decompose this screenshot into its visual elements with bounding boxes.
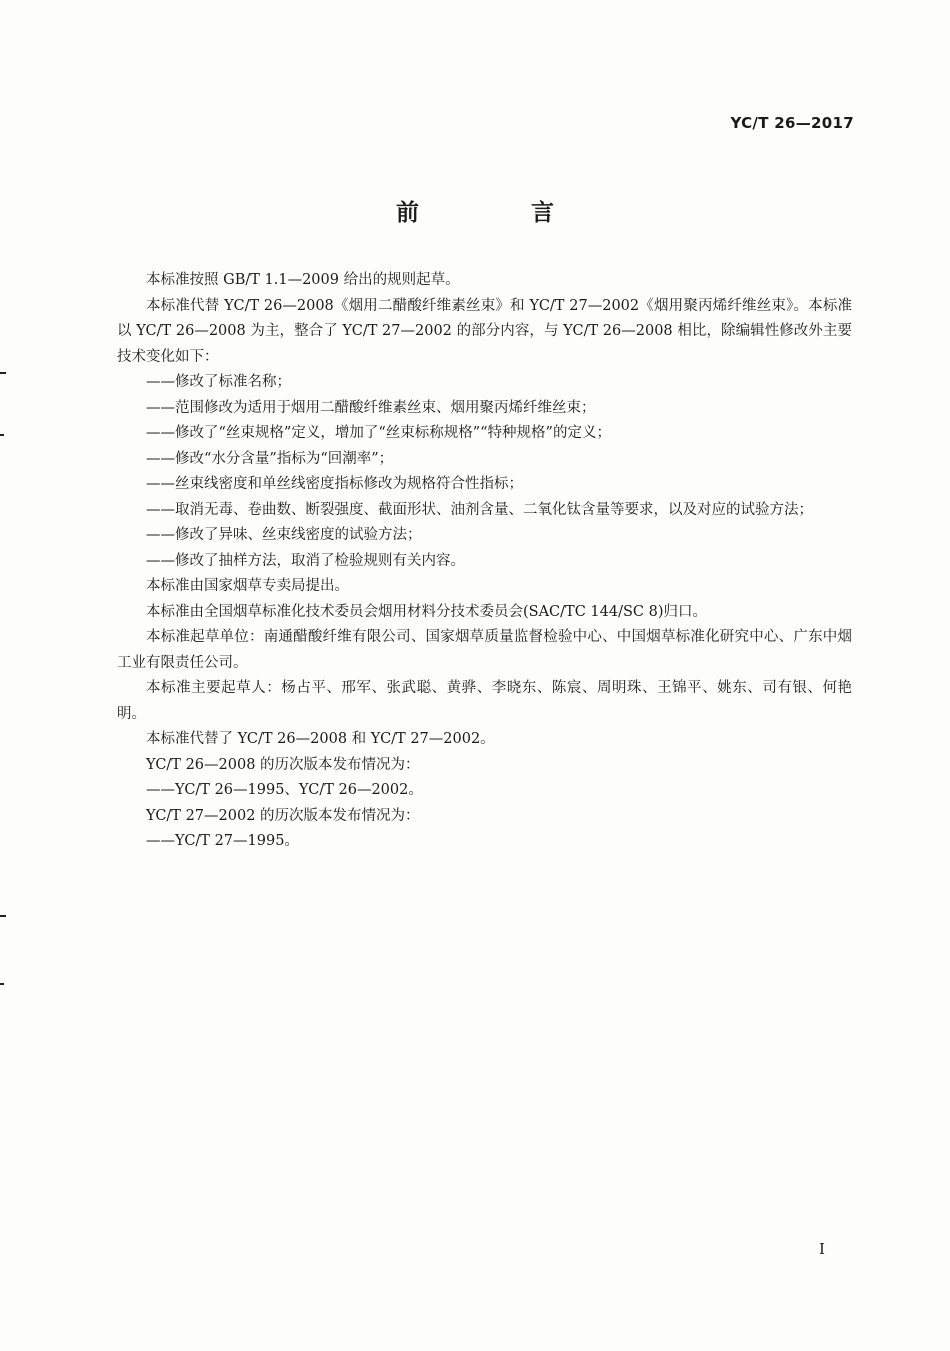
change-list-item: ——范围修改为适用于烟用二醋酸纤维素丝束、烟用聚丙烯纤维丝束； [146,399,596,416]
version-history-item: ——YC/T 26—1995、YC/T 26—2002。 [146,782,423,798]
change-list-item: ——修改了标准名称； [146,374,291,390]
paragraph: YC/T 26—2008 的历次版本发布情况为： [146,756,420,773]
paragraph: 本标准主要起草人：杨占平、邢军、张武聪、黄骅、李晓东、陈宸、周明珠、王锦平、姚东、司有银、何艳明。 [117,680,852,722]
page-number: I [819,1240,825,1258]
change-list-item: ——修改了异味、丝束线密度的试验方法； [146,527,422,543]
paragraph: 本标准起草单位：南通醋酸纤维有限公司、国家烟草质量监督检验中心、中国烟草标准化研究中心、广东中烟工业有限责任公司。 [117,629,852,671]
version-history-item: ——YC/T 27—1995。 [146,833,299,849]
paragraph: 本标准按照 GB/T 1.1—2009 给出的规则起草。 [146,272,460,288]
change-list-item: ——丝束线密度和单丝线密度指标修改为规格符合性指标； [146,476,523,492]
change-list-item: ——修改了抽样方法，取消了检验规则有关内容。 [146,552,465,569]
page-title: 前 言 [395,200,606,226]
change-list-item: ——修改了“丝束规格”定义，增加了“丝束标称规格”“特种规格”的定义； [146,425,611,441]
scan-edge-mark [0,915,6,917]
paragraph: 本标准代替 YC/T 26—2008《烟用二醋酸纤维素丝束》和 YC/T 27—2002《烟用聚丙烯纤维丝束》。本标准以 YC/T 26—2008 为主，整合了 YC/T 27—2002 的部分内容，与 YC/T 26—2008 相比，除编辑性修改外主要技术变化如下： [117,297,852,365]
scan-edge-mark [0,372,6,374]
scan-edge-mark [0,434,4,436]
change-list-item: ——取消无毒、卷曲数、断裂强度、截面形状、油剂含量、二氧化钛含量等要求，以及对应的试验方法； [146,501,813,518]
paragraph: 本标准由国家烟草专卖局提出。 [146,578,349,594]
paragraph: 本标准代替了 YC/T 26—2008 和 YC/T 27—2002。 [146,731,495,747]
paragraph: 本标准由全国烟草标准化技术委员会烟用材料分技术委员会(SAC/TC 144/SC 8)归口。 [146,603,707,620]
scan-edge-mark [0,983,4,985]
foreword-body [117,268,852,855]
paragraph: YC/T 27—2002 的历次版本发布情况为： [146,807,420,824]
standard-code: YC/T 26—2017 [730,114,854,132]
change-list-item: ——修改“水分含量”指标为“回潮率”； [146,450,394,467]
